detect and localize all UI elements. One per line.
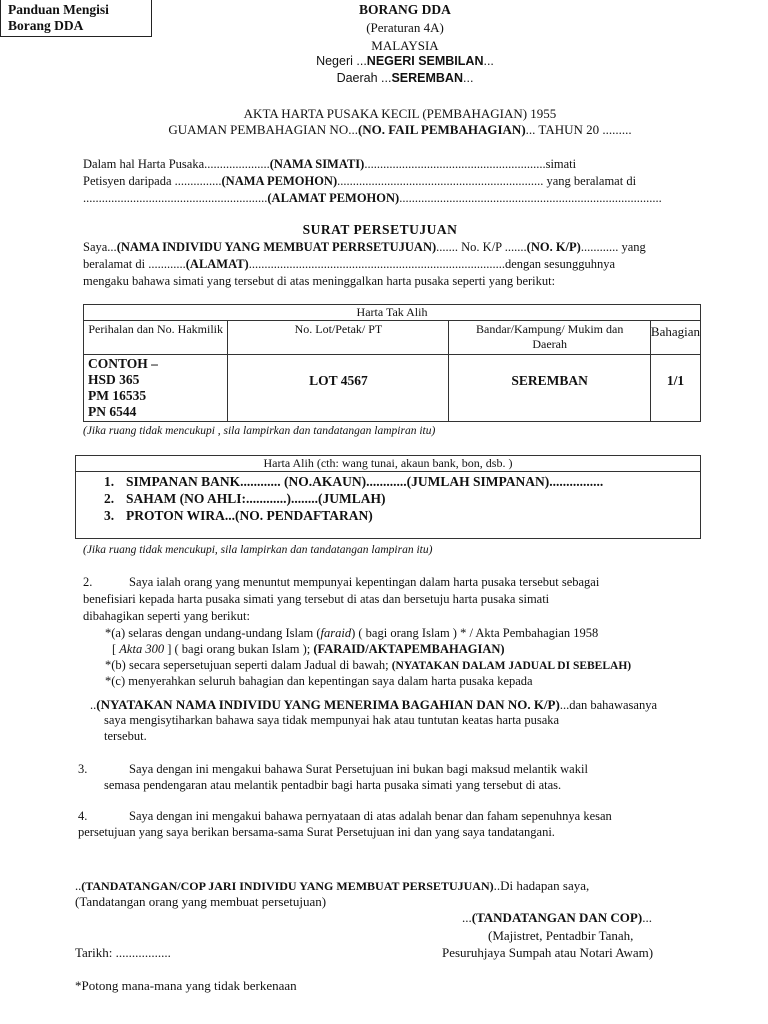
recipient-suffix: ...dan bahawasanya [559, 698, 657, 712]
option-a2-choice: (FARAID/AKTAPEMBAHAGIAN) [313, 642, 505, 656]
para2-line-3: dibahagikan seperti yang berikut: [83, 609, 250, 623]
applicant-name: (NAMA PEMOHON) [221, 174, 338, 188]
consent-saya: Saya... [83, 240, 117, 254]
petition-suffix: .................................................................. yang beralamat di [337, 174, 637, 188]
consent-line-3: mengaku bahawa simati yang tersebut di atas meninggalkan harta pusaka seperti yang berikut: [83, 274, 556, 288]
cell-lot [228, 355, 449, 422]
suit-file-no: (NO. FAIL PEMBAHAGIAN) [357, 122, 526, 137]
option-a [105, 626, 598, 641]
title-pm: PM 16535 [88, 388, 147, 403]
guide-line-2: Borang DDA [8, 18, 84, 33]
option-a2-act: Akta 300 [119, 642, 165, 656]
immovable-property-table [83, 304, 701, 422]
consent-yang: ............ yang [580, 240, 646, 254]
witness-prefix: ... [462, 910, 472, 925]
col-title-description: Perihalan dan No. Hakmilik [84, 321, 228, 355]
regulation: (Peraturan 4A) [366, 20, 444, 35]
suit-prefix: GUAMAN PEMBAHAGIAN NO... [168, 122, 358, 137]
witness-suffix: ... [642, 910, 652, 925]
movable-property-table [75, 455, 701, 539]
address-prefix: ........................................................... [83, 191, 268, 205]
col-lot-number: No. Lot/Petak/ PT [228, 321, 449, 355]
para2-number: 2. [83, 575, 93, 589]
signature-line [75, 878, 589, 894]
recipient-name: (NYATAKAN NAMA INDIVIDU YANG MENERIMA BAGAHIAN DAN NO. K/P) [96, 697, 560, 712]
immovable-title: Harta Tak Alih [84, 305, 701, 321]
district-line [280, 71, 530, 85]
country: MALAYSIA [371, 38, 439, 53]
movable-item-2 [104, 490, 700, 507]
district-suffix: ... [463, 71, 474, 85]
state-name: NEGERI SEMBILAN [366, 54, 484, 68]
district-name: SEREMBAN [391, 71, 463, 85]
movable-items [76, 472, 701, 539]
col-share: Bahagian [650, 321, 700, 355]
date-field: Tarikh: ................. [75, 945, 171, 960]
location-value: SEREMBAN [511, 373, 588, 388]
consent-ic-label: ....... No. K/P ....... [436, 240, 527, 254]
movable-item-3-text: PROTON WIRA...(NO. PENDAFTARAN) [126, 508, 373, 523]
address-line [83, 191, 662, 206]
consenter-address: (ALAMAT) [185, 257, 249, 271]
share-value: 1/1 [666, 373, 685, 388]
consent-address-suffix: ..................................................................................dengan sesungguhnya [248, 257, 615, 271]
guide-box [0, 0, 152, 37]
option-a-3: ) ( bagi orang Islam ) * / Akta Pembahagian 1958 [351, 626, 599, 640]
option-a2-1: [ [112, 642, 120, 656]
cell-title-description [84, 355, 228, 422]
para3-number: 3. [78, 762, 88, 776]
declaration-line-1: saya mengisytiharkan bahawa saya tidak mempunyai hak atau tuntutan keatas harta pusaka [104, 713, 560, 727]
movable-item-2-text: SAHAM (NO AHLI:............)........(JUMLAH) [126, 491, 386, 506]
option-a-1: *(a) selaras dengan undang-undang Islam ( [105, 626, 321, 640]
declaration-line-2: tersebut. [104, 729, 147, 743]
para3-line-2: semasa pendengaran atau melantik pentadbir bagi harta pusaka simati yang tersebut di atas. [104, 778, 562, 792]
consent-title: SURAT PERSETUJUAN [302, 222, 458, 237]
para4-line-1: Saya dengan ini mengakui bahawa pernyataan di atas adalah benar dan faham sepenuhnya kesan [129, 809, 612, 823]
para2-line-2: benefisiari kepada harta pusaka simati yang tersebut di atas dan bersetuju harta pusaka simati [83, 592, 550, 606]
cell-location [449, 355, 650, 422]
estate-line [83, 157, 576, 172]
petition-line [83, 174, 636, 189]
movable-title: Harta Alih (cth: wang tunai, akaun bank, bon, dsb. ) [76, 456, 701, 472]
immovable-note: (Jika ruang tidak mencukupi , sila lampirkan dan tandatangan lampiran itu) [83, 425, 436, 437]
col-location: Bandar/Kampung/ Mukim dan Daerah [449, 321, 650, 355]
state-prefix: Negeri ... [316, 54, 367, 68]
para2-line-1: Saya ialah orang yang menuntut mempunyai kepentingan dalam harta pusaka tersebut sebagai [129, 575, 600, 589]
witness-field: (TANDATANGAN DAN COP) [471, 910, 643, 925]
estate-prefix: Dalam hal Harta Pusaka..................... [83, 157, 270, 171]
consent-address-prefix: beralamat di ............ [83, 257, 186, 271]
option-a-line-2 [112, 642, 505, 657]
movable-item-1-text: SIMPANAN BANK............ (NO.AKAUN)............(JUMLAH SIMPANAN)................ [126, 474, 604, 489]
para4-number: 4. [78, 809, 88, 823]
witness-role-2: Pesuruhjaya Sumpah atau Notari Awam) [442, 945, 654, 960]
consent-line-1 [83, 240, 646, 255]
recipient-line [90, 697, 657, 713]
suit-number-line [110, 122, 690, 138]
signature-prefix: .. [75, 879, 82, 893]
para3-line-1: Saya dengan ini mengakui bahawa Surat Persetujuan ini bukan bagi maksud melantik wakil [129, 762, 588, 776]
movable-item-3 [104, 507, 700, 524]
example-label: CONTOH – [88, 356, 158, 371]
consent-line-2 [83, 257, 615, 272]
option-a2-3: ] ( bagi orang bukan Islam ); [164, 642, 314, 656]
title-hsd: HSD 365 [88, 372, 140, 387]
deceased-name: (NAMA SIMATI) [269, 157, 365, 171]
footnote: *Potong mana-mana yang tidak berkenaan [75, 978, 297, 993]
consenter-ic: (NO. K/P) [526, 240, 581, 254]
cell-share [650, 355, 700, 422]
option-b [105, 658, 631, 673]
applicant-address: (ALAMAT PEMOHON) [267, 191, 400, 205]
title-pn: PN 6544 [88, 404, 137, 419]
district-prefix: Daerah ... [336, 71, 392, 85]
address-suffix: .................................................................................... [399, 191, 662, 205]
state-suffix: ... [483, 54, 494, 68]
para4-line-2: persetujuan yang saya berikan bersama-sama Surat Persetujuan ini dan yang saya tandatangani. [78, 825, 555, 839]
movable-note: (Jika ruang tidak mencukupi, sila lampirkan dan tandatangan lampiran itu) [83, 544, 433, 556]
petition-prefix: Petisyen daripada ............... [83, 174, 222, 188]
state-line [280, 54, 530, 68]
recipient-prefix: .. [90, 698, 97, 712]
signature-suffix: ..Di hadapan saya, [493, 878, 590, 893]
form-title: BORANG DDA [359, 2, 451, 17]
option-b-note: (NYATAKAN DALAM JADUAL DI SEBELAH) [391, 660, 632, 672]
option-a-faraid: faraid [320, 626, 352, 640]
lot-value: LOT 4567 [309, 373, 368, 388]
option-b-1: *(b) secara sepersetujuan seperti dalam Jadual di bawah; [105, 658, 392, 672]
consenter-name: (NAMA INDIVIDU YANG MEMBUAT PERRSETUJUAN) [116, 240, 437, 254]
movable-item-1 [104, 473, 700, 490]
signature-field: (TANDATANGAN/COP JARI INDIVIDU YANG MEMBUAT PERSETUJUAN) [81, 879, 494, 893]
witness-role-1: (Majistret, Pentadbir Tanah, [488, 928, 634, 943]
movable-item-1-num: 1. [104, 474, 115, 489]
movable-item-2-num: 2. [104, 491, 115, 506]
guide-line-1: Panduan Mengisi [8, 2, 109, 17]
estate-suffix: ..........................................................simati [364, 157, 577, 171]
suit-suffix: ... TAHUN 20 ......... [525, 122, 632, 137]
movable-item-3-num: 3. [104, 508, 115, 523]
signature-caption: (Tandatangan orang yang membuat persetujuan) [75, 894, 327, 909]
witness-signature [462, 910, 652, 926]
option-c: *(c) menyerahkan seluruh bahagian dan kepentingan saya dalam harta pusaka kepada [105, 674, 533, 688]
act-title: AKTA HARTA PUSAKA KECIL (PEMBAHAGIAN) 1955 [243, 106, 557, 121]
